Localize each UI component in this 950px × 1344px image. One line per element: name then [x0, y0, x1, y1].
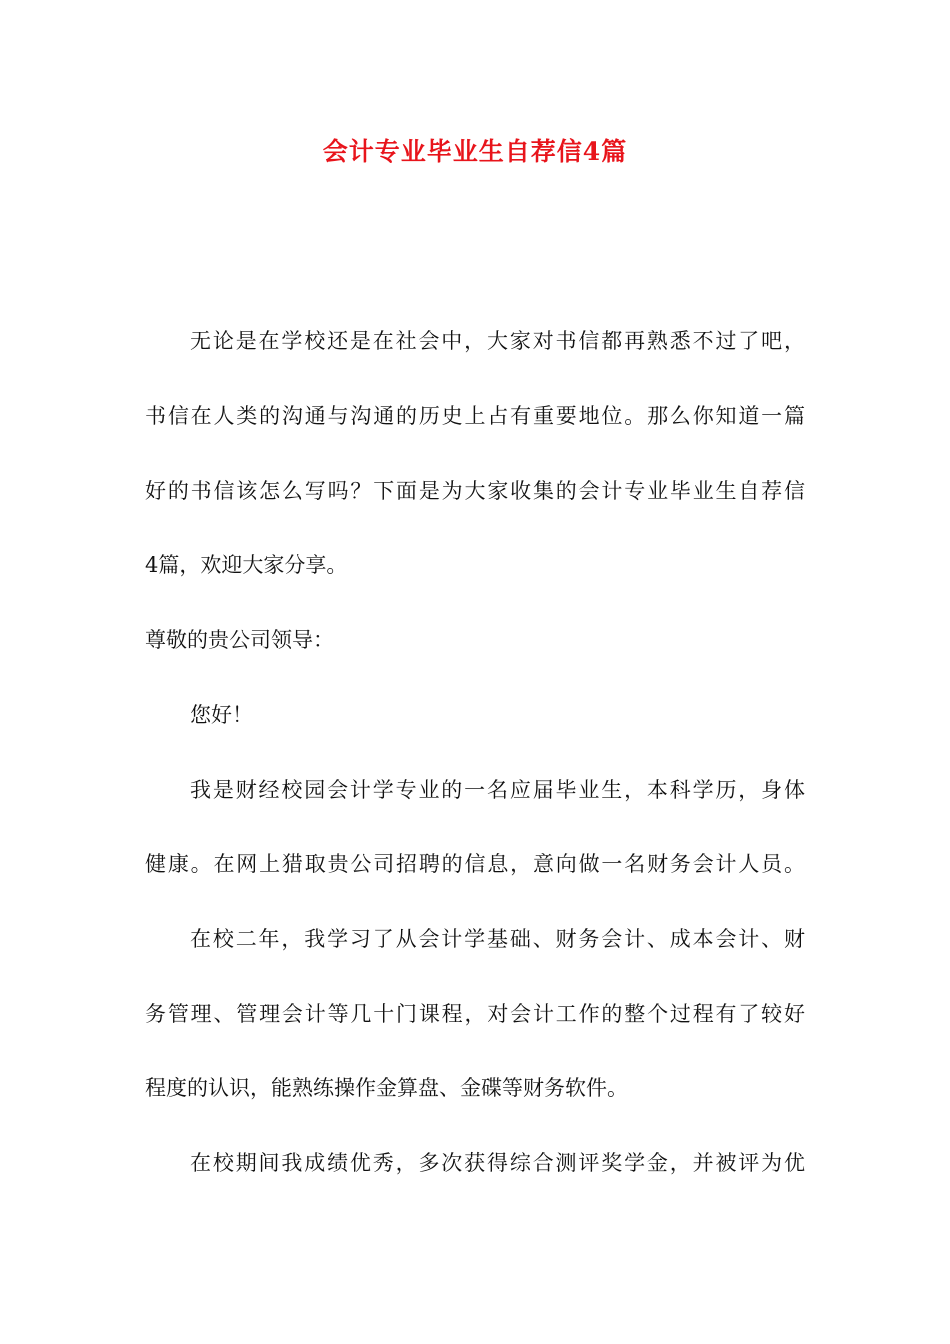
paragraph-line: 程度的认识，能熟练操作金算盘、金碟等财务软件。	[145, 1076, 628, 1100]
greeting: 您好！	[190, 703, 253, 727]
paragraph-line: 在校二年，我学习了从会计学基础、财务会计、成本会计、财	[190, 927, 805, 951]
document-title: 会计专业毕业生自荐信4篇	[322, 137, 628, 166]
salutation: 尊敬的贵公司领导：	[145, 628, 334, 652]
paragraph-line: 书信在人类的沟通与沟通的历史上占有重要地位。那么你知道一篇	[145, 404, 805, 428]
paragraph-line: 我是财经校园会计学专业的一名应届毕业生，本科学历，身体	[190, 778, 805, 802]
paragraph-line: 无论是在学校还是在社会中，大家对书信都再熟悉不过了吧，	[190, 329, 805, 353]
paragraph-line: 在校期间我成绩优秀，多次获得综合测评奖学金，并被评为优	[190, 1151, 805, 1175]
paragraph-line: 4篇，欢迎大家分享。	[145, 553, 348, 577]
paragraph-line: 务管理、管理会计等几十门课程，对会计工作的整个过程有了较好	[145, 1002, 805, 1026]
paragraph-line: 好的书信该怎么写吗？下面是为大家收集的会计专业毕业生自荐信	[145, 479, 805, 503]
paragraph-line: 健康。在网上猎取贵公司招聘的信息，意向做一名财务会计人员。	[145, 852, 805, 876]
